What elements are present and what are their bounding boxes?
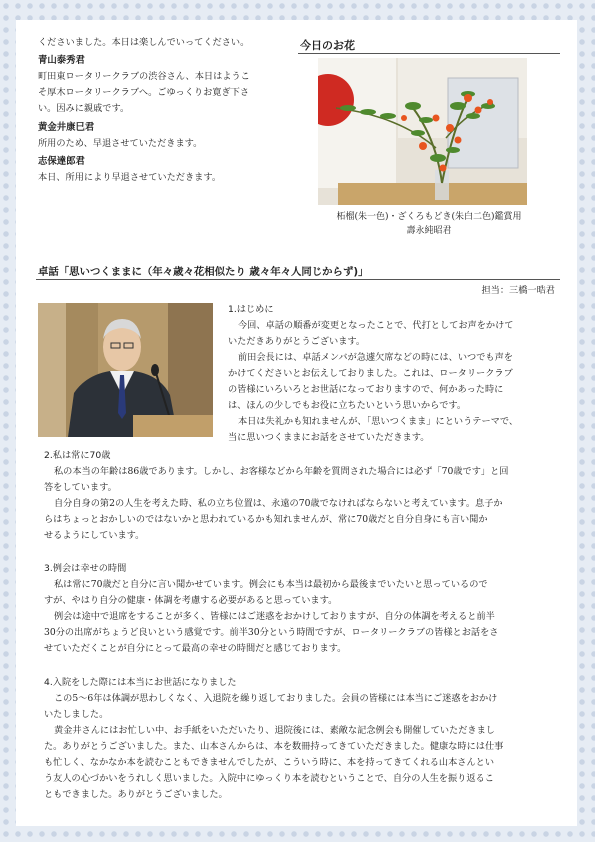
flower-heading: 今日のお花 [300,39,355,52]
section1-line: 前田会長には、卓話メンバが急遽欠席などの時には、いつでも声を [238,352,513,363]
guest-comment-line: 町田東ロータリークラブの渋谷さん、本日はようこ [38,71,250,82]
section2-line: せるようにしています。 [44,530,145,541]
section3-line: 30分の出席がちょうど良いという感覚です。前半30分という時間ですが、ロータリークラブの皆様とお話をさ [44,627,499,638]
flower-heading-rule [298,53,560,54]
speech-title: 卓話「思いつくままに（年々歳々花相似たり 歳々年々人同じからず)」 [38,266,369,278]
section1-line: 当に思いつくままにお話をさせていただきます。 [228,432,430,443]
section3-line: せていただくことが自分にとって最高の幸せの時間だと感じております。 [44,643,347,654]
section4-line: た。ありがとうございました。また、山本さんからは、本を数冊持ってきていただきました。健康な時には仕事 [44,741,504,752]
section1-heading: 1.はじめに [228,304,274,315]
section2-line: 答をしています。 [44,482,117,493]
section1-line: の皆様にいろいろとお世話になっておりますので、何かあった時に [228,384,504,395]
section3-line: すが、やはり自分の健康・体調を考慮する必要があると思っています。 [44,595,338,606]
section1-line: 今回、卓話の順番が変更となったことで、代打としてお声をかけて [238,320,514,331]
guest-name-aoyama: 青山泰秀君 [38,55,85,66]
section3-heading: 3.例会は幸せの時間 [44,563,127,574]
section4-line: ともできました。ありがとうございました。 [44,789,228,800]
flower-caption [298,210,560,238]
section4-heading: 4.入院をした際には本当にお世話になりました [44,677,237,688]
speech-title-rule [36,279,560,280]
comment-continuation: くださいました。本日は楽しんでいってください。 [38,37,250,48]
section3-line: 私は常に70歳だと自分に言い聞かせています。例会にも本当は最初から最後までいたいと思っているので [54,579,488,590]
section2-heading: 2.私は常に70歳 [44,450,111,461]
newsletter-page [16,20,577,826]
speaker-photo [38,303,213,437]
flower-caption-presenter: 壽永純昭君 [406,226,452,236]
speech-speaker: 担当：三橋一晧君 [481,285,555,296]
section2-line: 私の本当の年齢は86歳であります。しかし、お客様などから年齢を質問された場合には必ず「70歳です」と回 [54,466,509,477]
guest-comment-line: そ厚木ロータリークラブへ。ごゆっくりお寛ぎ下さ [38,87,250,98]
section1-line: かけてくださいとお伝えしておりました。これは、ロータリークラブ [228,368,513,379]
section4-line: この5～6年は体調が思わしくなく、入退院を繰り返しておりました。会員の皆様には本当にご迷惑をおかけ [54,693,498,704]
guest-comment-line: 本日、所用により早退させていただきます。 [38,172,222,183]
guest-comment-line: 所用のため、早退させていただきます。 [38,138,203,149]
section3-line: 例会は途中で退席をすることが多く、皆様にはご迷惑をおかけしておりますが、自分の体調を考えると前半 [54,611,495,622]
guest-comment-line: い。因みに親戚です。 [38,103,130,114]
section4-line: も忙しく、なかなか本を読むこともできませんでしたが、こういう時に、本を持ってきてくれる山本さんとい [44,757,495,768]
section4-line: う友人の心づかいをうれしく思いました。入院中にゆっくり本を読むということで、自分の人生を振り返るこ [44,773,494,784]
section4-line: 黄金井さんにはお忙しい中、お手紙をいただいたり、退院後には、素敵な記念例会も開催していただきまし [54,725,495,736]
section1-line: いただきありがとうございます。 [228,336,366,347]
flower-caption-line1: 柘榴(朱一色)・ざくろもどき(朱白二色)鑑賞用 [336,212,522,222]
section2-line: らはちょっとおかしいのではないかと思われているかも知れませんが、常に70歳だと自分自身にも言い聞か [44,514,488,525]
flower-photo [318,58,527,205]
section1-line: 本日は失礼かも知れませんが、「思いつくまま」にというテーマで、 [238,416,519,427]
guest-name-shiho: 志保達郎君 [38,156,85,167]
section1-line: は、ほんの少しでもお役に立ちたいという思いからです。 [228,400,467,411]
guest-name-koganei: 黄金井康巳君 [38,122,95,133]
section4-line: いたしました。 [44,709,109,720]
section2-line: 自分自身の第2の人生を考えた時、私の立ち位置は、永遠の70歳でなければならないと考えています。息子か [54,498,503,509]
